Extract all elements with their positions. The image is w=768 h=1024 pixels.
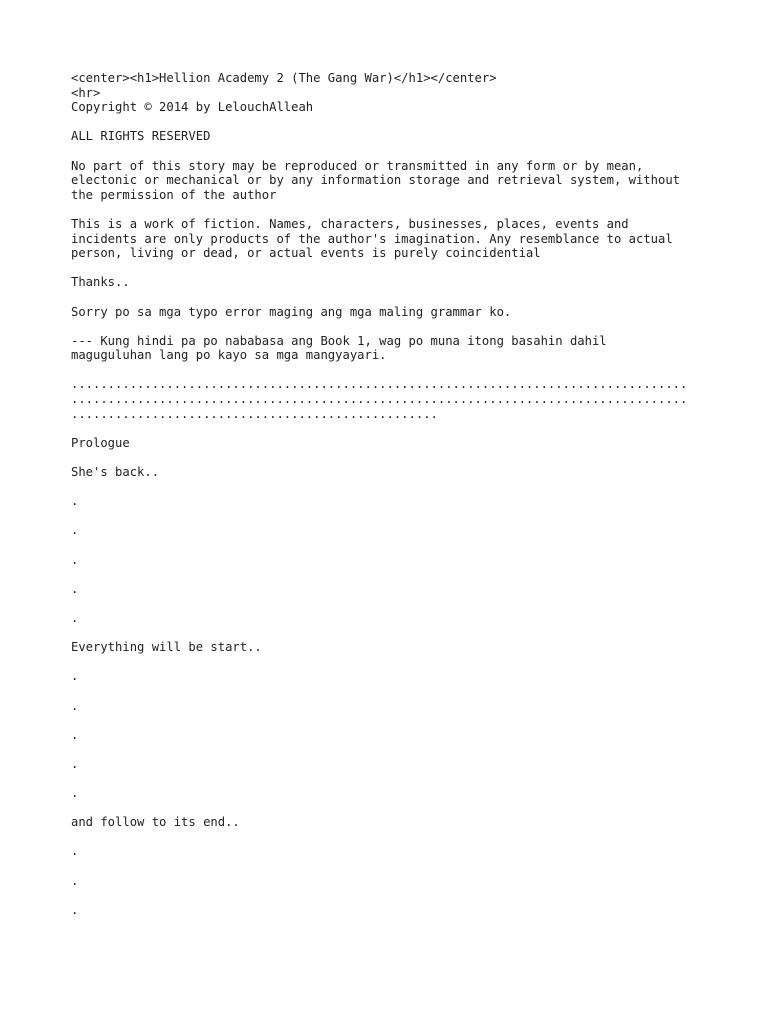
blank-line [71,888,711,903]
blank-line [71,830,711,845]
blank-line [71,363,711,378]
text-line: Everything will be start.. [71,640,262,655]
blank-line [71,480,711,495]
blank-line [71,509,711,524]
text-line: . [71,610,79,625]
text-line: .................................................. [71,406,438,421]
text-line: No part of this story may be reproduced or transmitted in any form or by mean, [71,158,644,173]
blank-line [71,801,711,816]
text-line: ALL RIGHTS RESERVED [71,129,211,144]
text-line: . [71,786,79,801]
text-line: . [71,669,79,684]
text-line: This is a work of fiction. Names, characters, businesses, places, events and [71,216,629,231]
blank-line [71,115,711,130]
blank-line [71,772,711,787]
text-line: incidents are only products of the author's imagination. Any resemblance to actual [71,231,673,246]
text-line: <center><h1>Hellion Academy 2 (The Gang War)</h1></center> [71,71,497,85]
text-line: <hr> [71,85,101,100]
text-line: Copyright © 2014 by LelouchAlleah [71,100,314,115]
text-line: electonic or mechanical or by any information storage and retrieval system, without [71,173,681,188]
text-line: Prologue [71,435,130,450]
blank-line [71,144,711,159]
text-line: . [71,523,79,538]
text-line: Thanks.. [71,275,130,290]
blank-line [71,261,711,276]
text-line: . [71,552,79,567]
text-line: Sorry po sa mga typo error maging ang mga maling grammar ko. [71,304,512,319]
text-line: person, living or dead, or actual events is purely coincidential [71,246,541,261]
text-line: the permission of the author [71,187,277,202]
blank-line [71,567,711,582]
document-body [71,71,711,917]
blank-line [71,290,711,305]
text-line: . [71,581,79,596]
text-line: . [71,494,79,509]
text-line: .................................................................................... [71,392,688,407]
text-line: . [71,756,79,771]
text-line: and follow to its end.. [71,815,240,830]
text-line: . [71,727,79,742]
blank-line [71,319,711,334]
blank-line [71,538,711,553]
blank-line [71,684,711,699]
text-line: . [71,873,79,888]
blank-line [71,202,711,217]
text-line: --- Kung hindi pa po nababasa ang Book 1, wag po muna itong basahin dahil [71,333,607,348]
blank-line [71,742,711,757]
blank-line [71,626,711,641]
blank-line [71,450,711,465]
text-line: maguguluhan lang po kayo sa mga mangyayari. [71,348,387,363]
blank-line [71,421,711,436]
blank-line [71,713,711,728]
text-line: . [71,902,79,917]
text-line: She's back.. [71,465,160,480]
blank-line [71,655,711,670]
text-line: . [71,698,79,713]
text-line: .................................................................................... [71,377,688,392]
blank-line [71,596,711,611]
text-line: . [71,844,79,859]
blank-line [71,859,711,874]
